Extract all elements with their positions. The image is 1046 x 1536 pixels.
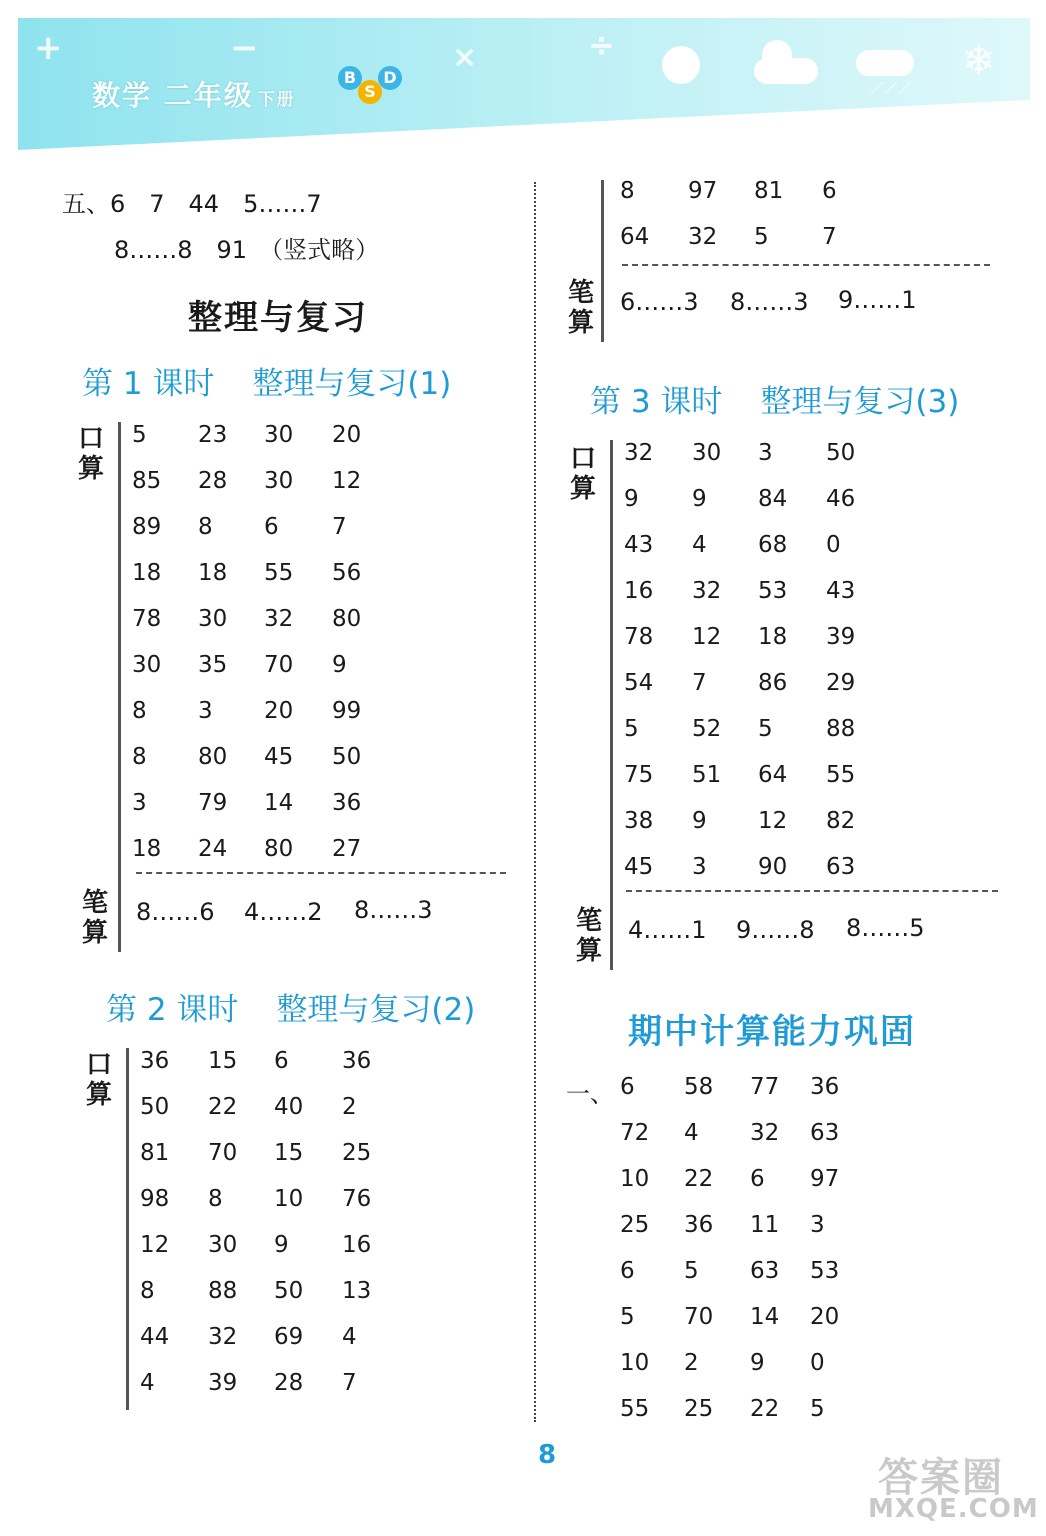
grid-cell: 6: [822, 178, 837, 204]
grid-cell: 86: [758, 670, 788, 696]
grid-cell: 24: [198, 836, 228, 862]
divide-icon: ÷: [588, 26, 615, 64]
lesson2-bracket-line: [126, 1048, 129, 1410]
lesson2-heading: [106, 984, 475, 1029]
grid-cell: 3: [132, 790, 147, 816]
midterm-title: 期中计算能力巩固: [628, 1012, 916, 1052]
grid-cell: 8: [132, 698, 147, 724]
grid-cell: 18: [758, 624, 788, 650]
lesson2-title: 整理与复习(2): [276, 992, 476, 1028]
grid-cell: 5: [684, 1258, 699, 1284]
grid-cell: 7: [332, 514, 347, 540]
grid-cell: 6: [750, 1166, 765, 1192]
grid-cell: 36: [684, 1212, 714, 1238]
grid-cell: 56: [332, 560, 362, 586]
grid-cell: 70: [208, 1140, 238, 1166]
grid-cell: 32: [688, 224, 718, 250]
grid-cell: 20: [264, 698, 294, 724]
grid-cell: 8: [208, 1186, 223, 1212]
grid-cell: 3: [692, 854, 707, 880]
grid-cell: 15: [274, 1140, 304, 1166]
grid-cell: 77: [750, 1074, 780, 1100]
grid-cell: 39: [208, 1370, 238, 1396]
grid-cell: 5: [624, 716, 639, 742]
grid-cell: 36: [342, 1048, 372, 1074]
grid-cell: 22: [684, 1166, 714, 1192]
lesson1-label: 第 1 课时: [82, 366, 215, 402]
grid-cell: 30: [264, 468, 294, 494]
grid-cell: 36: [140, 1048, 170, 1074]
grid-cell: 9: [274, 1232, 289, 1258]
watermark-url: MXQE.COM: [868, 1494, 1039, 1524]
grid-cell: 6: [620, 1258, 635, 1284]
lesson1-divider: [136, 872, 506, 874]
lesson3-divider: [626, 890, 998, 892]
minus-icon: −: [230, 28, 259, 68]
grid-cell: 16: [624, 578, 654, 604]
grid-cell: 88: [826, 716, 856, 742]
grid-cell: 8: [198, 514, 213, 540]
grid-cell: 51: [692, 762, 722, 788]
lesson1-written-1: 8……6: [136, 898, 215, 926]
grid-cell: 13: [342, 1278, 372, 1304]
grid-cell: 16: [342, 1232, 372, 1258]
grid-cell: 18: [132, 836, 162, 862]
grid-cell: 79: [198, 790, 228, 816]
grid-cell: 18: [132, 560, 162, 586]
snowflake-icon: ❄: [962, 38, 996, 84]
lesson3-written-3: 8……5: [846, 914, 925, 942]
grid-cell: 80: [332, 606, 362, 632]
grid-cell: 81: [754, 178, 784, 204]
grid-cell: 7: [342, 1370, 357, 1396]
grid-cell: 32: [692, 578, 722, 604]
grid-cell: 45: [624, 854, 654, 880]
grid-cell: 27: [332, 836, 362, 862]
grid-cell: 63: [750, 1258, 780, 1284]
page-number: 8: [538, 1440, 557, 1470]
grid-cell: 68: [758, 532, 788, 558]
grid-cell: 14: [264, 790, 294, 816]
lesson1-written-3: 8……3: [354, 896, 433, 924]
lesson3-title: 整理与复习(3): [760, 384, 960, 420]
grid-cell: 5: [754, 224, 769, 250]
watermark-logo: 答案圈: [878, 1455, 1004, 1501]
grid-cell: 10: [620, 1166, 650, 1192]
midterm-section-label: 一、: [566, 1080, 614, 1108]
grid-cell: 7: [822, 224, 837, 250]
grid-cell: 98: [140, 1186, 170, 1212]
grid-cell: 3: [198, 698, 213, 724]
grid-cell: 39: [826, 624, 856, 650]
grid-cell: 22: [208, 1094, 238, 1120]
grid-cell: 30: [208, 1232, 238, 1258]
grid-cell: 12: [692, 624, 722, 650]
badge-d: D: [378, 66, 402, 90]
grid-cell: 84: [758, 486, 788, 512]
lesson1-title: 整理与复习(1): [252, 366, 452, 402]
grid-cell: 5: [132, 422, 147, 448]
grid-cell: 53: [758, 578, 788, 604]
grid-cell: 5: [810, 1396, 825, 1422]
grid-cell: 81: [140, 1140, 170, 1166]
grid-cell: 2: [684, 1350, 699, 1376]
grid-cell: 32: [264, 606, 294, 632]
grid-cell: 63: [826, 854, 856, 880]
column-divider: [534, 182, 536, 1422]
grid-cell: 9: [692, 808, 707, 834]
grid-cell: 22: [750, 1396, 780, 1422]
grid-cell: 55: [826, 762, 856, 788]
grid-cell: 4: [684, 1120, 699, 1146]
book-subject-grade: 数学 二年级: [92, 79, 254, 112]
grid-cell: 90: [758, 854, 788, 880]
times-icon: ×: [452, 40, 478, 75]
grid-cell: 14: [750, 1304, 780, 1330]
grid-cell: 0: [810, 1350, 825, 1376]
series-badge: [338, 64, 402, 101]
grid-cell: 8: [620, 178, 635, 204]
grid-cell: 50: [826, 440, 856, 466]
grid-cell: 9: [332, 652, 347, 678]
lesson1-heading: [82, 358, 451, 403]
grid-cell: 46: [826, 486, 856, 512]
grid-cell: 25: [342, 1140, 372, 1166]
lesson3-oral-label: 口 算: [569, 444, 596, 504]
grid-cell: 85: [132, 468, 162, 494]
grid-cell: 32: [208, 1324, 238, 1350]
grid-cell: 23: [198, 422, 228, 448]
grid-cell: 38: [624, 808, 654, 834]
lesson1-bracket-line: [118, 422, 121, 952]
grid-cell: 78: [132, 606, 162, 632]
grid-cell: 15: [208, 1048, 238, 1074]
grid-cell: 9: [624, 486, 639, 512]
grid-cell: 20: [810, 1304, 840, 1330]
grid-cell: 4: [342, 1324, 357, 1350]
grid-cell: 69: [274, 1324, 304, 1350]
grid-cell: 97: [810, 1166, 840, 1192]
grid-cell: 80: [264, 836, 294, 862]
grid-cell: 72: [620, 1120, 650, 1146]
grid-cell: 6: [264, 514, 279, 540]
grid-cell: 12: [758, 808, 788, 834]
grid-cell: 82: [826, 808, 856, 834]
grid-cell: 44: [140, 1324, 170, 1350]
grid-cell: 32: [624, 440, 654, 466]
grid-cell: 64: [620, 224, 650, 250]
lesson3-label: 第 3 课时: [590, 384, 723, 420]
grid-cell: 50: [140, 1094, 170, 1120]
plus-icon: +: [34, 28, 63, 68]
grid-cell: 30: [264, 422, 294, 448]
lesson2-oral-label: 口 算: [85, 1050, 112, 1110]
lesson2-label: 第 2 课时: [106, 992, 239, 1028]
grid-cell: 70: [264, 652, 294, 678]
grid-cell: 0: [826, 532, 841, 558]
grid-cell: 8: [132, 744, 147, 770]
lesson1-oral-label: 口 算: [77, 424, 104, 484]
lesson1-written-2: 4……2: [244, 898, 323, 926]
grid-cell: 70: [684, 1304, 714, 1330]
grid-cell: 63: [810, 1120, 840, 1146]
grid-cell: 36: [810, 1074, 840, 1100]
grid-cell: 29: [826, 670, 856, 696]
grid-cell: 43: [826, 578, 856, 604]
grid-cell: 97: [688, 178, 718, 204]
grid-cell: 99: [332, 698, 362, 724]
grid-cell: 4: [140, 1370, 155, 1396]
grid-cell: 53: [810, 1258, 840, 1284]
grid-cell: 8: [140, 1278, 155, 1304]
lesson1-written-label: 笔 算: [81, 888, 108, 948]
grid-cell: 11: [750, 1212, 780, 1238]
grid-cell: 2: [342, 1094, 357, 1120]
grid-cell: 28: [274, 1370, 304, 1396]
lesson2-written-1: 6……3: [620, 288, 699, 316]
grid-cell: 30: [198, 606, 228, 632]
grid-cell: 58: [684, 1074, 714, 1100]
grid-cell: 9: [750, 1350, 765, 1376]
grid-cell: 40: [274, 1094, 304, 1120]
grid-cell: 30: [692, 440, 722, 466]
lesson3-heading: [590, 376, 959, 421]
grid-cell: 64: [758, 762, 788, 788]
book-volume: 下册: [257, 90, 296, 110]
grid-cell: 50: [274, 1278, 304, 1304]
grid-cell: 55: [264, 560, 294, 586]
grid-cell: 80: [198, 744, 228, 770]
grid-cell: 54: [624, 670, 654, 696]
badge-b: B: [338, 66, 362, 90]
grid-cell: 4: [692, 532, 707, 558]
sun-icon: [662, 46, 700, 84]
grid-cell: 88: [208, 1278, 238, 1304]
lesson3-written-1: 4……1: [628, 916, 707, 944]
lesson3-bracket-line: [610, 440, 613, 970]
grid-cell: 12: [332, 468, 362, 494]
grid-cell: 89: [132, 514, 162, 540]
grid-cell: 75: [624, 762, 654, 788]
grid-cell: 28: [198, 468, 228, 494]
grid-cell: 78: [624, 624, 654, 650]
lesson2-cont-bracket-line: [601, 180, 604, 342]
grid-cell: 52: [692, 716, 722, 742]
lesson2-written-3: 9……1: [838, 286, 917, 314]
grid-cell: 35: [198, 652, 228, 678]
grid-cell: 10: [274, 1186, 304, 1212]
grid-cell: 36: [332, 790, 362, 816]
grid-cell: 3: [758, 440, 773, 466]
grid-cell: 30: [132, 652, 162, 678]
grid-cell: 55: [620, 1396, 650, 1422]
grid-cell: 18: [198, 560, 228, 586]
grid-cell: 76: [342, 1186, 372, 1212]
grid-cell: 50: [332, 744, 362, 770]
grid-cell: 3: [810, 1212, 825, 1238]
section-five-line1: 五、6 7 44 5……7: [62, 190, 322, 218]
grid-cell: 25: [684, 1396, 714, 1422]
lesson2-cont-divider: [622, 264, 990, 266]
grid-cell: 5: [620, 1304, 635, 1330]
grid-cell: 45: [264, 744, 294, 770]
grid-cell: 6: [274, 1048, 289, 1074]
book-title: [92, 74, 296, 114]
grid-cell: 25: [620, 1212, 650, 1238]
section-five-line2: 8……8 91 （竖式略）: [114, 236, 380, 264]
grid-cell: 5: [758, 716, 773, 742]
grid-cell: 20: [332, 422, 362, 448]
grid-cell: 7: [692, 670, 707, 696]
lesson2-written-label: 笔 算: [567, 278, 594, 338]
grid-cell: 32: [750, 1120, 780, 1146]
lesson2-written-2: 8……3: [730, 288, 809, 316]
grid-cell: 9: [692, 486, 707, 512]
grid-cell: 43: [624, 532, 654, 558]
main-title: 整理与复习: [188, 298, 368, 338]
grid-cell: 6: [620, 1074, 635, 1100]
grid-cell: 10: [620, 1350, 650, 1376]
grid-cell: 12: [140, 1232, 170, 1258]
lesson3-written-label: 笔 算: [575, 906, 602, 966]
lesson3-written-2: 9……8: [736, 916, 815, 944]
badge-s: S: [358, 80, 382, 104]
